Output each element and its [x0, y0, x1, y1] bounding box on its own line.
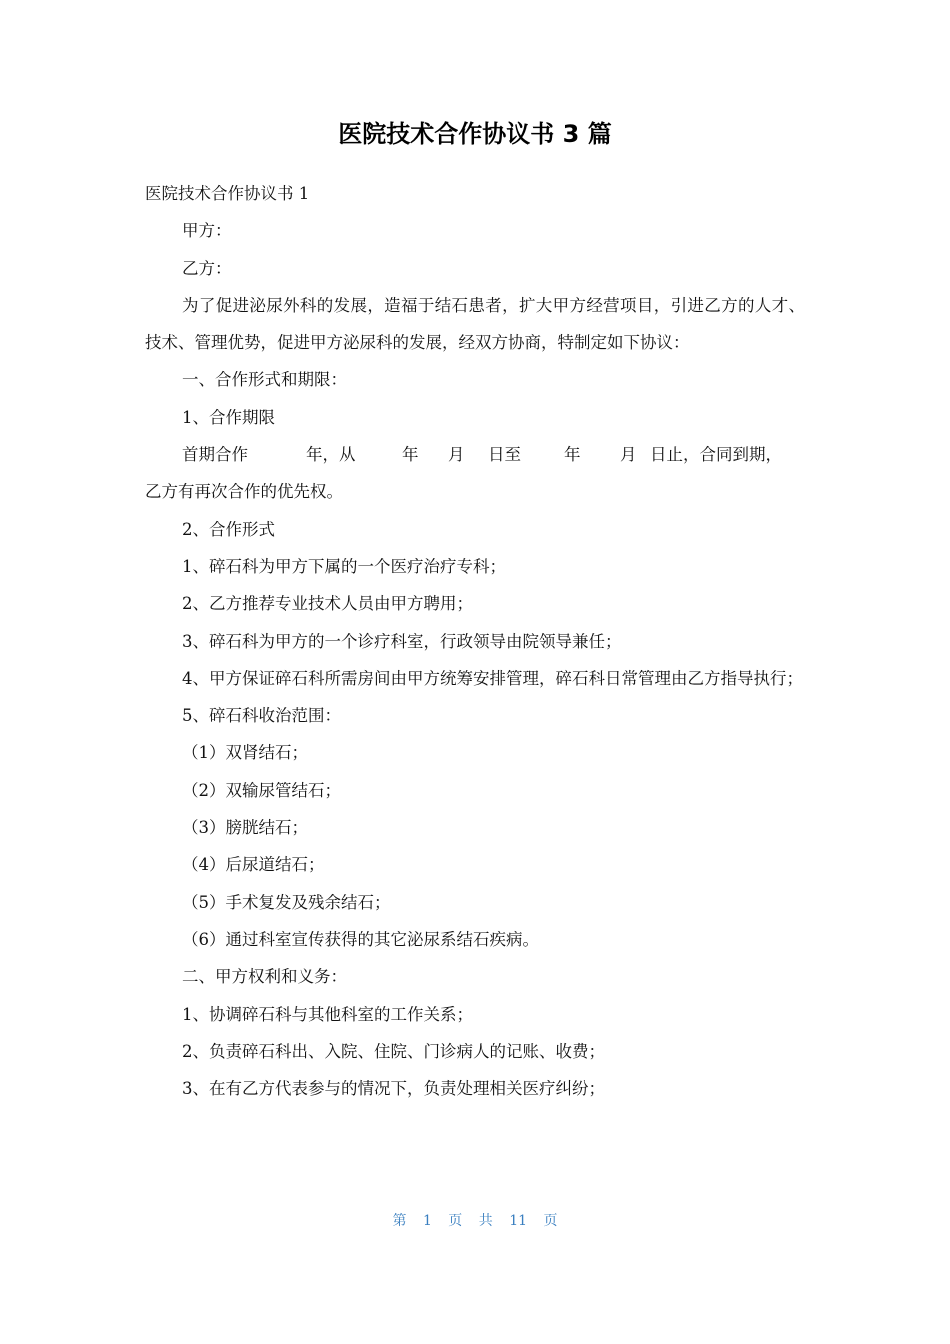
form-heading: 2、合作形式 [182, 519, 275, 539]
agreement-subtitle: 医院技术合作协议书 1 [145, 184, 310, 203]
duty-item: 2、负责碎石科出、入院、住院、门诊病人的记账、收费； [182, 1041, 605, 1061]
duty-item: 1、协调碎石科与其他科室的工作关系； [182, 1004, 473, 1024]
intro-paragraph: 为了促进泌尿外科的发展，造福于结石患者，扩大甲方经营项目，引进乙方的人才、技术、管理优势，促进甲方泌尿科的发展，经双方协商，特制定如下协议： [145, 295, 805, 353]
form-item: 4、甲方保证碎石科所需房间由甲方统筹安排管理，碎石科日常管理由乙方指导执行； [182, 668, 803, 688]
scope-item: （4）后尿道结石； [182, 855, 325, 875]
term-dates-part: 日止，合同到期， [650, 445, 782, 465]
form-item: 5、碎石科收治范围： [182, 706, 341, 726]
scope-item: （1）双肾结石； [182, 743, 308, 763]
term-dates-part: 年 [402, 445, 419, 465]
document-title: 医院技术合作协议书 3 篇 [338, 120, 612, 148]
term-dates-part: 月 [448, 445, 465, 465]
section-2-heading: 二、甲方权利和义务： [182, 967, 347, 987]
form-item: 3、碎石科为甲方的一个诊疗科室，行政领导由院领导兼任； [182, 631, 622, 651]
section-1-heading: 一、合作形式和期限： [182, 370, 347, 390]
document-body [145, 175, 805, 1107]
term-dates-line [145, 436, 805, 473]
scope-item: （2）双输尿管结石； [182, 780, 341, 800]
duty-item: 3、在有乙方代表参与的情况下，负责处理相关医疗纠纷； [182, 1079, 605, 1099]
term-dates-part: 首期合作 [182, 445, 248, 465]
form-item: 2、乙方推荐专业技术人员由甲方聘用； [182, 594, 473, 614]
page-number-footer: 第 1 页 共 11 页 [392, 1213, 558, 1229]
party-a-line: 甲方： [182, 221, 232, 241]
term-dates-part: 年，从 [306, 445, 356, 465]
scope-item: （5）手术复发及残余结石； [182, 892, 391, 912]
term-dates-part: 月 [620, 445, 637, 465]
scope-item: （6）通过科室宣传获得的其它泌尿系结石疾病。 [182, 929, 539, 949]
term-heading: 1、合作期限 [182, 407, 275, 427]
term-dates-part: 年 [564, 445, 581, 465]
form-item: 1、碎石科为甲方下属的一个医疗治疗专科； [182, 556, 506, 576]
scope-item: （3）膀胱结石； [182, 818, 308, 838]
party-b-line: 乙方： [182, 258, 232, 278]
term-dates-part: 日至 [488, 445, 521, 465]
term-continuation: 乙方有再次合作的优先权。 [145, 482, 343, 502]
